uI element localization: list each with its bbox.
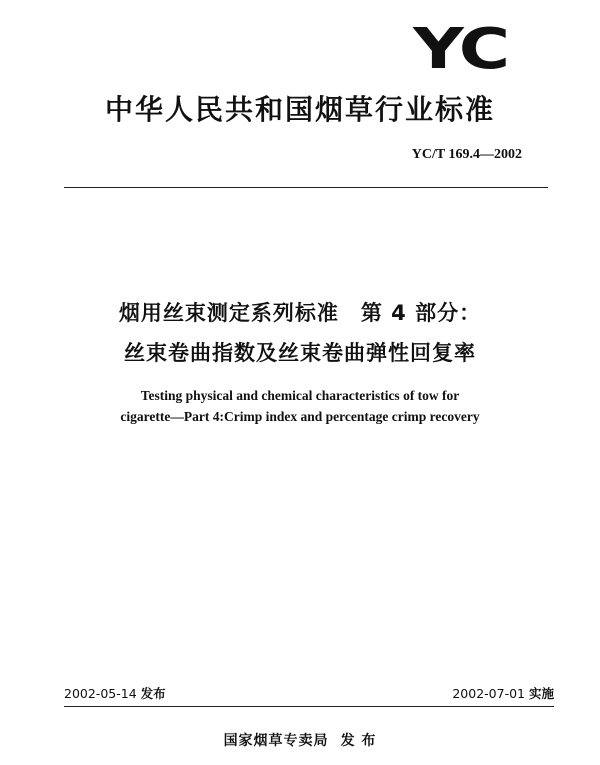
issue-date: 2002-05-14 [64,686,137,701]
standard-logo: YC [413,17,508,82]
issuer [0,732,600,750]
standard-code: YC/T 169.4—2002 [411,147,522,162]
title-english-line-2: cigarette—Part 4:Crimp index and percentage crimp recovery [120,409,480,424]
issuer-name: 国家烟草专卖局 [223,733,329,749]
bottom-divider [64,706,554,707]
title-english-line-1: Testing physical and chemical characteristics of tow for [140,388,460,403]
effective-date: 2002-07-01 [452,686,525,701]
issue-date-block [64,686,166,702]
effective-label: 实施 [528,686,554,701]
title-chinese-line-1: 烟用丝束测定系列标准 第 4 部分： [118,301,482,325]
standard-category: 中华人民共和国烟草行业标准 [104,93,495,126]
issue-label: 发布 [140,686,166,701]
title-chinese-line-2: 丝束卷曲指数及丝束卷曲弹性回复率 [124,341,476,365]
issuer-action: 发 布 [340,733,377,749]
top-divider [64,187,548,188]
effective-date-block [452,686,554,702]
